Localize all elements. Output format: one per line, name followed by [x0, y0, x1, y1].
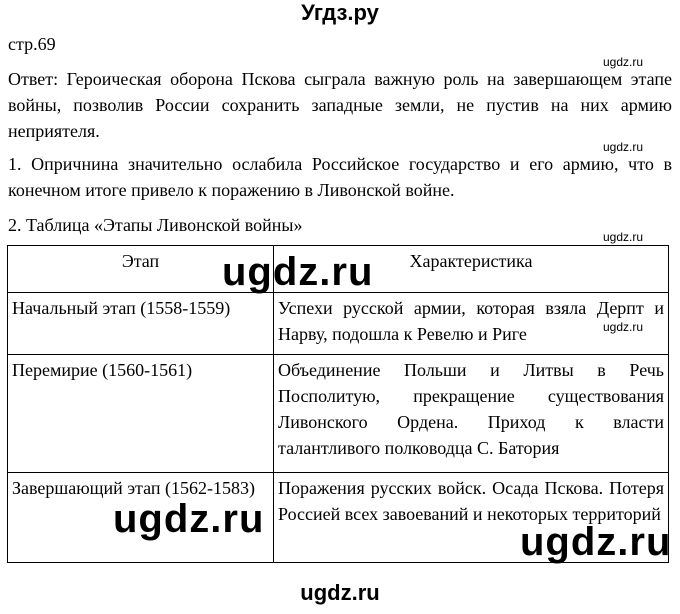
- header-description: Характеристика: [274, 246, 669, 293]
- item-1-paragraph: 1. Опричнина значительно ослабила Российское государство и его армию, что в конечном итоге привело к поражению в Ливонской войне.: [8, 154, 672, 200]
- table-row: [8, 293, 669, 355]
- watermark-large: ugdz.ru: [520, 520, 672, 564]
- header-stage: Этап: [8, 246, 274, 293]
- watermark-small: ugdz.ru: [603, 55, 644, 69]
- watermark-small: ugdz.ru: [603, 140, 644, 154]
- table-row: [8, 355, 669, 473]
- description-cell: Объединение Польши и Литвы в Речь Посполитую, прекращение существования Ливонского Ордена. Приход к власти талантливого полководца С. Батория: [274, 355, 669, 473]
- watermark-small: ugdz.ru: [603, 320, 644, 334]
- footer-watermark: ugdz.ru: [300, 580, 380, 605]
- page-reference: стр.69: [8, 34, 56, 54]
- site-title: Угдз.ру: [301, 0, 379, 25]
- stage-cell: Начальный этап (1558-1559): [8, 293, 274, 355]
- answer-paragraph: Ответ: Героическая оборона Пскова сыграла важную роль на завершающем этапе войны, позволив России сохранить западные земли, не пустив на них армию неприятеля.: [8, 69, 672, 141]
- watermark-large: ugdz.ru: [113, 497, 265, 541]
- description-cell: Поражения русских войск. Осада Пскова. Потеря Россией всех завоеваний и некоторых территорий: [274, 473, 669, 563]
- item-2-heading: 2. Таблица «Этапы Ливонской войны»: [8, 215, 303, 235]
- description-cell: Успехи русской армии, которая взяла Дерпт и Нарву, подошла к Ревелю и Риге: [274, 293, 669, 355]
- watermark-small: ugdz.ru: [603, 230, 644, 244]
- watermark-large: ugdz.ru: [222, 250, 374, 294]
- stage-cell: Завершающий этап (1562-1583): [8, 473, 274, 563]
- stage-cell: Перемирие (1560-1561): [8, 355, 274, 473]
